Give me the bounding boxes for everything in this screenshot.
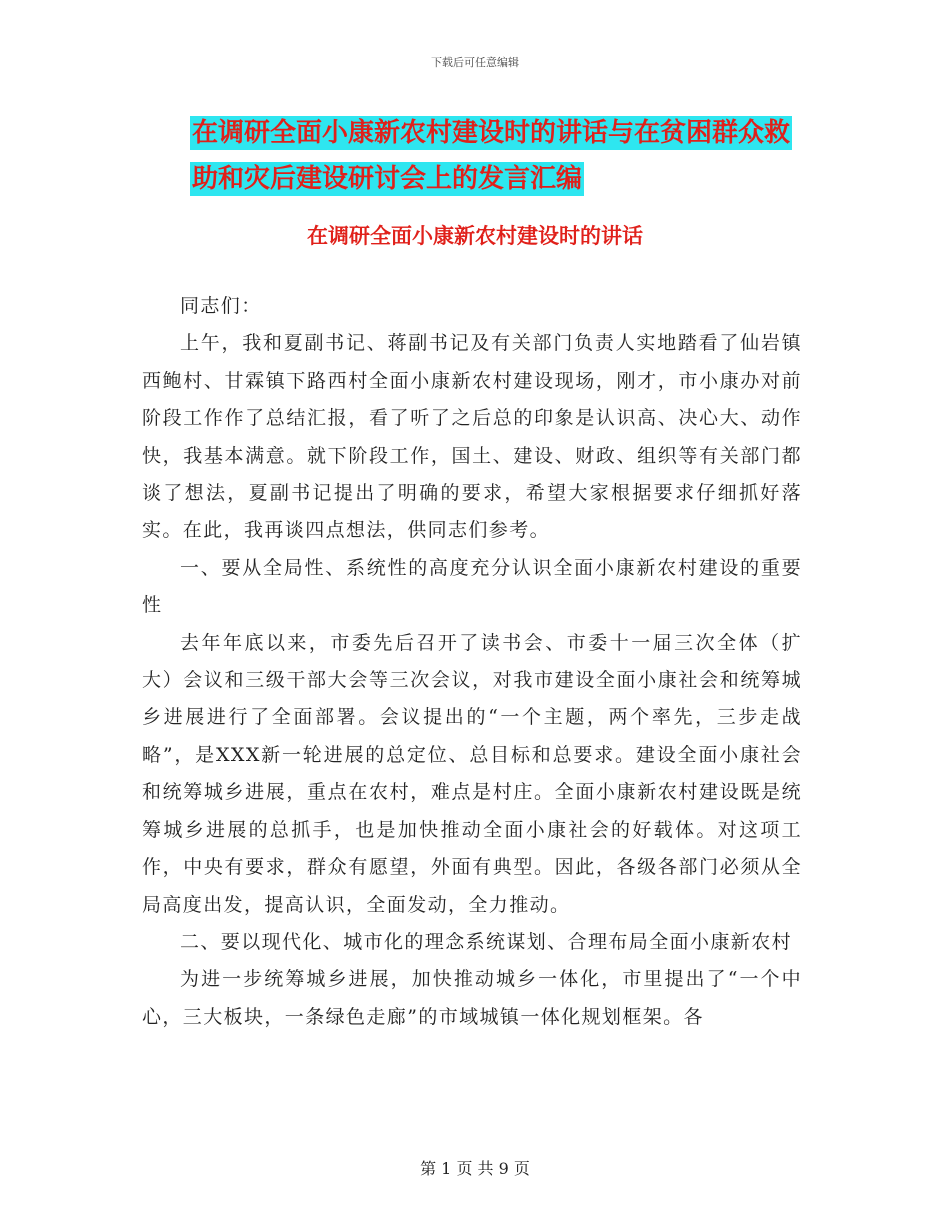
header-note: 下载后可任意编辑 bbox=[431, 56, 519, 69]
title-line-1: 在调研全面小康新农村建设时的讲话与在贫困群众救 bbox=[192, 118, 791, 148]
section-heading-2: 二、要以现代化、城市化的理念系统谋划、合理布局全面小康新农村 bbox=[180, 930, 793, 953]
paragraph: 去年年底以来，市委先后召开了读书会、市委十一届三次全体（扩大）会议和三级干部大会等三次会议，对我市建设全面小康社会和统筹城乡进展进行了全面部署。会议提出的“一个主题，两个率先，三步走战略”，是XXX新一轮进展的总定位、总目标和总要求。建设全面小康社会和统筹城乡进展，重点在农村，难点是村庄。全面小康新农村建设既是统筹城乡进展的总抓手，也是加快推动全面小康社会的好载体。对这项工作，中央有要求，群众有愿望，外面有典型。因此，各级各部门必须从全局高度出发，提高认识，全面发动，全力推动。 bbox=[142, 631, 802, 916]
section-title: 在调研全面小康新农村建设时的讲话 bbox=[307, 224, 643, 248]
section-heading-1: 一、要从全局性、系统性的高度充分认识全面小康新农村建设的重要性 bbox=[142, 556, 802, 617]
paragraph: 为进一步统筹城乡进展，加快推动城乡一体化，市里提出了“一个中心，三大板块，一条绿色走廊”的市域城镇一体化规划框架。各 bbox=[142, 968, 802, 1028]
document-title bbox=[190, 110, 830, 202]
document-body bbox=[142, 288, 802, 1036]
paragraph-salutation: 同志们： bbox=[180, 295, 262, 317]
page-number: 第 1 页 共 9 页 bbox=[420, 1159, 530, 1178]
paragraph: 上午，我和夏副书记、蒋副书记及有关部门负责人实地踏看了仙岩镇西鲍村、甘霖镇下路西村全面小康新农村建设现场，刚才，市小康办对前阶段工作作了总结汇报，看了听了之后总的印象是认识高、决心大、动作快，我基本满意。就下阶段工作，国土、建设、财政、组织等有关部门都谈了想法，夏副书记提出了明确的要求，希望大家根据要求仔细抓好落实。在此，我再谈四点想法，供同志们参考。 bbox=[142, 332, 802, 542]
title-line-2: 助和灾后建设研讨会上的发言汇编 bbox=[192, 164, 583, 194]
